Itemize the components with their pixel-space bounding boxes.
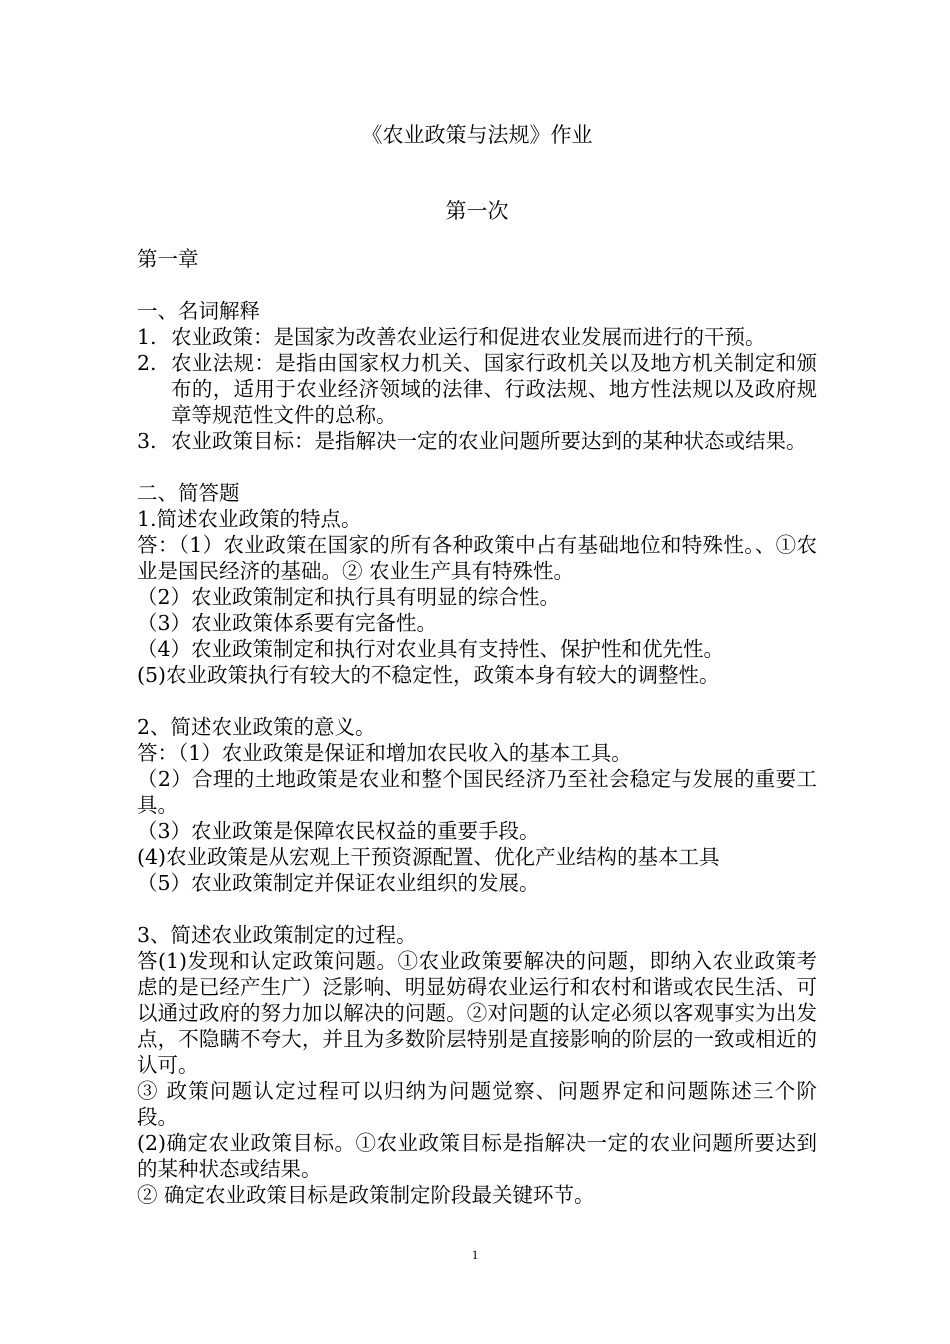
answer-paragraph: （2）农业政策制定和执行具有明显的综合性。 <box>137 585 561 609</box>
document-title: 《农业政策与法规》作业 <box>361 123 593 147</box>
item-text: 农业法规：是指由国家权力机关、国家行政机关以及地方机关制定和颁布的，适用于农业经济领域的法律、行政法规、地方性法规以及政府规章等规范性文件的总称。 <box>171 351 817 427</box>
definition-item <box>137 324 817 350</box>
answer-paragraph: (2)确定农业政策目标。①农业政策目标是指解决一定的农业问题所要达到的某种状态或结果。 <box>137 1131 817 1181</box>
answer-paragraph: （2）合理的土地政策是农业和整个国民经济乃至社会稳定与发展的重要工具。 <box>137 767 817 817</box>
spacer <box>137 896 817 922</box>
spacer <box>137 272 817 298</box>
answer-paragraph: （3）农业政策体系要有完备性。 <box>137 611 438 635</box>
spacer <box>137 688 817 714</box>
item-text: 农业政策：是国家为改善农业运行和促进农业发展而进行的干预。 <box>171 325 766 349</box>
answer-paragraph: 答(1)发现和认定政策问题。①农业政策要解决的问题，即纳入农业政策考虑的是已经产生广）泛影响、明显妨碍农业运行和农村和谐或农民生活、可以通过政府的努力加以解决的问题。②对问题的认定必须以客观事实为出发点，不隐瞒不夸大，并且为多数阶层特别是直接影响的阶层的一致或相近的认可。 <box>137 949 817 1077</box>
document-body <box>137 120 817 1208</box>
answer-paragraph: （5）农业政策制定并保证农业组织的发展。 <box>137 871 540 895</box>
answer-paragraph: （3）农业政策是保障农民权益的重要手段。 <box>137 819 540 843</box>
answer-paragraph: 答：（1）农业政策是保证和增加农民收入的基本工具。 <box>137 741 632 765</box>
answer-paragraph: ③ 政策问题认定过程可以归纳为问题觉察、问题界定和问题陈述三个阶段。 <box>137 1079 817 1129</box>
item-number: 1. <box>137 325 157 349</box>
question-1: 1.简述农业政策的特点。 <box>137 507 362 531</box>
item-text: 农业政策目标：是指解决一定的农业问题所要达到的某种状态或结果。 <box>171 429 807 453</box>
session-title: 第一次 <box>445 199 509 223</box>
answer-paragraph: 答：（1）农业政策在国家的所有各种政策中占有基础地位和特殊性。、①农业是国民经济的基础。② 农业生产具有特殊性。 <box>137 533 817 583</box>
section-heading-definitions: 一、名词解释 <box>137 299 260 323</box>
definition-item <box>137 428 817 454</box>
answer-paragraph: (4)农业政策是从宏观上干预资源配置、优化产业结构的基本工具 <box>137 845 720 869</box>
item-number: 3. <box>137 429 157 453</box>
answer-paragraph: （4）农业政策制定和执行对农业具有支持性、保护性和优先性。 <box>137 637 725 661</box>
question-3: 3、简述农业政策制定的过程。 <box>137 923 417 947</box>
question-2: 2、简述农业政策的意义。 <box>137 715 376 739</box>
item-number: 2. <box>137 351 157 375</box>
chapter-heading: 第一章 <box>137 247 199 271</box>
spacer <box>137 454 817 480</box>
answer-paragraph: ② 确定农业政策目标是政策制定阶段最关键环节。 <box>137 1183 595 1207</box>
answer-paragraph: (5)农业政策执行有较大的不稳定性，政策本身有较大的调整性。 <box>137 663 720 687</box>
definition-item <box>137 350 817 428</box>
section-heading-short-answer: 二、简答题 <box>137 481 240 505</box>
page-number: 1 <box>471 1247 479 1262</box>
